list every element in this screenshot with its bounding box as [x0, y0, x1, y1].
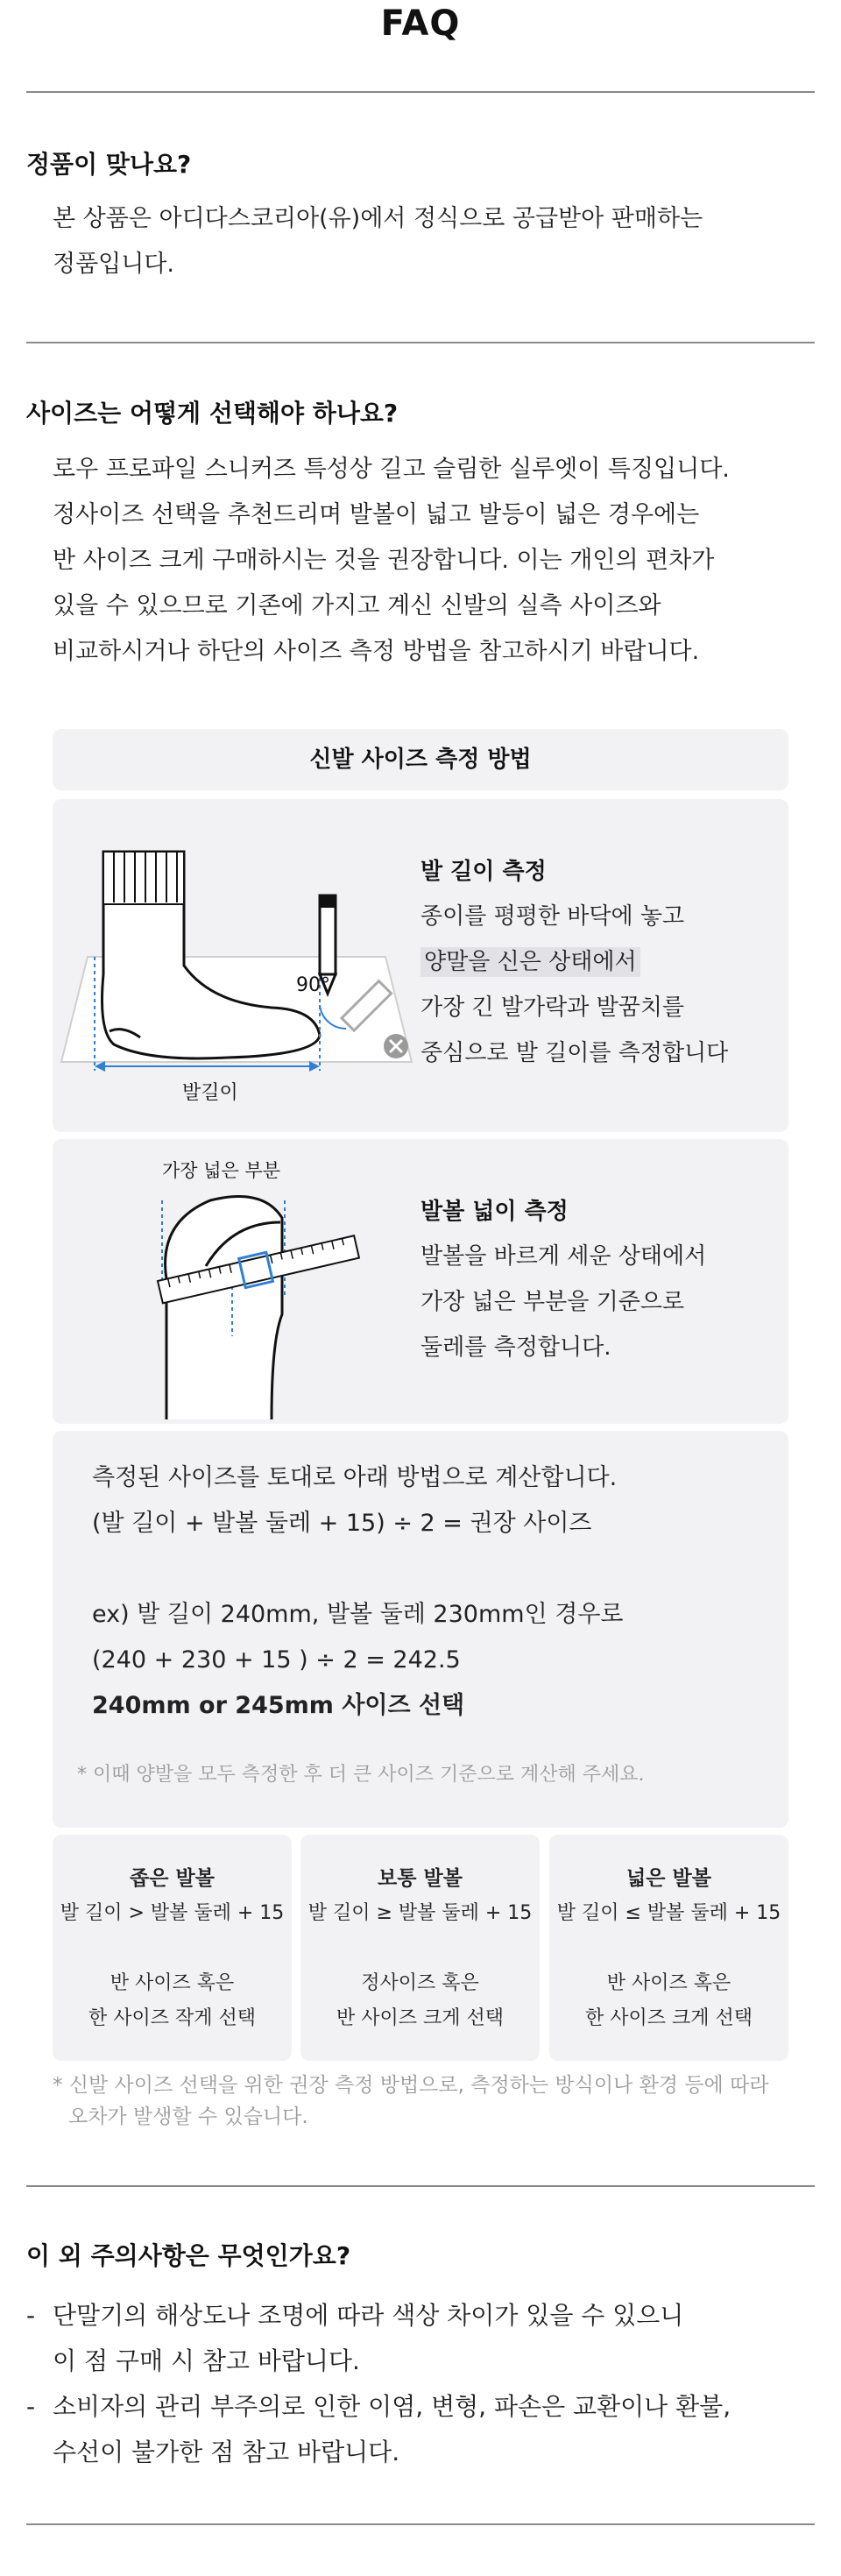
- foot-type-normal: [300, 1835, 540, 2061]
- foot-type-formula: 발 길이 ≤ 발볼 둘레 + 15: [556, 1902, 781, 1924]
- widest-part-label: 가장 넓은 부분: [162, 1160, 281, 1181]
- foot-length-heading: 발 길이 측정: [420, 859, 547, 885]
- notice-item: [26, 2293, 731, 2384]
- foot-width-diagram: [53, 1139, 438, 1424]
- faq-question-size: 사이즈는 어떻게 선택해야 하나요?: [26, 399, 399, 428]
- footnote-line: * 신발 사이즈 선택을 위한 권장 측정 방법으로, 측정하는 방식이나 환경 등에 따라: [53, 2074, 769, 2097]
- foot-type-title: 좁은 발볼: [130, 1867, 215, 1890]
- highlighted-step: 양말을 신은 상태에서: [420, 947, 640, 977]
- faq-answer-size: [53, 447, 730, 675]
- faq-question-notice: 이 외 주의사항은 무엇인가요?: [26, 2241, 351, 2270]
- foot-type-wide: [549, 1835, 788, 2061]
- divider: [26, 2185, 815, 2187]
- calc-result: 240mm or 245mm 사이즈 선택: [92, 1692, 465, 1719]
- foot-length-label: 발길이: [182, 1082, 238, 1104]
- foot-type-formula: 발 길이 > 발볼 둘레 + 15: [60, 1902, 285, 1924]
- calc-line: (240 + 230 + 15 ) ÷ 2 = 242.5: [92, 1646, 461, 1674]
- calc-line: (발 길이 + 발볼 둘레 + 15) ÷ 2 = 권장 사이즈: [92, 1510, 592, 1537]
- divider: [26, 2523, 815, 2525]
- foot-type-rec: 반 사이즈 혹은: [606, 1972, 731, 1994]
- foot-length-diagram: [53, 799, 438, 1132]
- foot-width-steps: [420, 1234, 706, 1370]
- step-line: 중심으로 발 길이를 측정합니다: [420, 1040, 729, 1066]
- foot-width-heading: 발볼 넓이 측정: [420, 1199, 569, 1225]
- step-line: 종이를 평평한 바닥에 놓고: [420, 903, 685, 930]
- notice-line: 단말기의 해상도나 조명에 따라 색상 차이가 있을 수 있으니: [53, 2301, 684, 2330]
- faq-answer-authentic: [53, 196, 703, 287]
- foot-type-rec: 반 사이즈 크게 선택: [336, 2007, 504, 2029]
- foot-length-card: [53, 799, 788, 1132]
- notice-line: 수선이 불가한 점 참고 바랍니다.: [53, 2438, 400, 2466]
- foot-type-formula: 발 길이 ≥ 발볼 둘레 + 15: [307, 1902, 533, 1924]
- divider: [26, 91, 815, 93]
- step-line: 가장 긴 발가락과 발꿈치를: [420, 994, 685, 1021]
- foot-type-title: 보통 발볼: [378, 1867, 463, 1890]
- calculation-card: [53, 1431, 788, 1828]
- list-dash: -: [26, 2392, 36, 2421]
- answer-line: 로우 프로파일 스니커즈 특성상 길고 슬림한 실루엣이 특징입니다.: [53, 456, 730, 483]
- foot-type-rec: 한 사이즈 작게 선택: [88, 2007, 256, 2029]
- step-line: 둘레를 측정합니다.: [420, 1334, 611, 1361]
- foot-type-rec: 반 사이즈 혹은: [110, 1972, 235, 1994]
- angle-label: 90°: [296, 974, 330, 996]
- notice-line: 이 점 구매 시 참고 바랍니다.: [53, 2346, 360, 2375]
- calc-line: ex) 발 길이 240mm, 발볼 둘레 230mm인 경우로: [92, 1601, 624, 1628]
- step-line: [420, 939, 728, 985]
- foot-length-steps: [420, 894, 728, 1076]
- answer-line: 비교하시거나 하단의 사이즈 측정 방법을 참고하시기 바랍니다.: [53, 638, 700, 665]
- step-line: 발볼을 바르게 세운 상태에서: [420, 1243, 707, 1270]
- calc-note: * 이때 양발을 모두 측정한 후 더 큰 사이즈 기준으로 계산해 주세요.: [77, 1764, 645, 1786]
- answer-line: 정품입니다.: [53, 251, 174, 278]
- guide-title: 신발 사이즈 측정 방법: [53, 729, 788, 790]
- answer-line: 본 상품은 아디다스코리아(유)에서 정식으로 공급받아 판매하는: [53, 205, 703, 232]
- divider: [26, 342, 815, 343]
- guide-footnote: [53, 2070, 769, 2133]
- notice-item: [26, 2384, 731, 2475]
- list-dash: -: [26, 2301, 36, 2330]
- notice-list: [26, 2293, 731, 2475]
- answer-line: 반 사이즈 크게 구매하시는 것을 권장합니다. 이는 개인의 편차가: [53, 547, 715, 574]
- foot-type-title: 넓은 발볼: [626, 1867, 711, 1890]
- foot-type-rec: 한 사이즈 크게 선택: [585, 2007, 753, 2029]
- answer-line: 정사이즈 선택을 추천드리며 발볼이 넓고 발등이 넓은 경우에는: [53, 501, 700, 528]
- page-title: FAQ: [380, 4, 461, 44]
- foot-width-card: [53, 1139, 788, 1424]
- calc-line: 측정된 사이즈를 토대로 아래 방법으로 계산합니다.: [92, 1464, 618, 1491]
- step-line: 가장 넓은 부분을 기준으로: [420, 1289, 685, 1315]
- calc-text: [92, 1455, 624, 1729]
- footnote-line: 오차가 발생할 수 있습니다.: [68, 2105, 308, 2128]
- foot-type-rec: 정사이즈 혹은: [361, 1972, 479, 1994]
- faq-question-authentic: 정품이 맞나요?: [26, 150, 192, 179]
- notice-line: 소비자의 관리 부주의로 인한 이염, 변형, 파손은 교환이나 환불,: [53, 2392, 731, 2421]
- foot-type-narrow: [53, 1835, 292, 2061]
- answer-line: 있을 수 있으므로 기존에 가지고 계신 신발의 실측 사이즈와: [53, 592, 661, 619]
